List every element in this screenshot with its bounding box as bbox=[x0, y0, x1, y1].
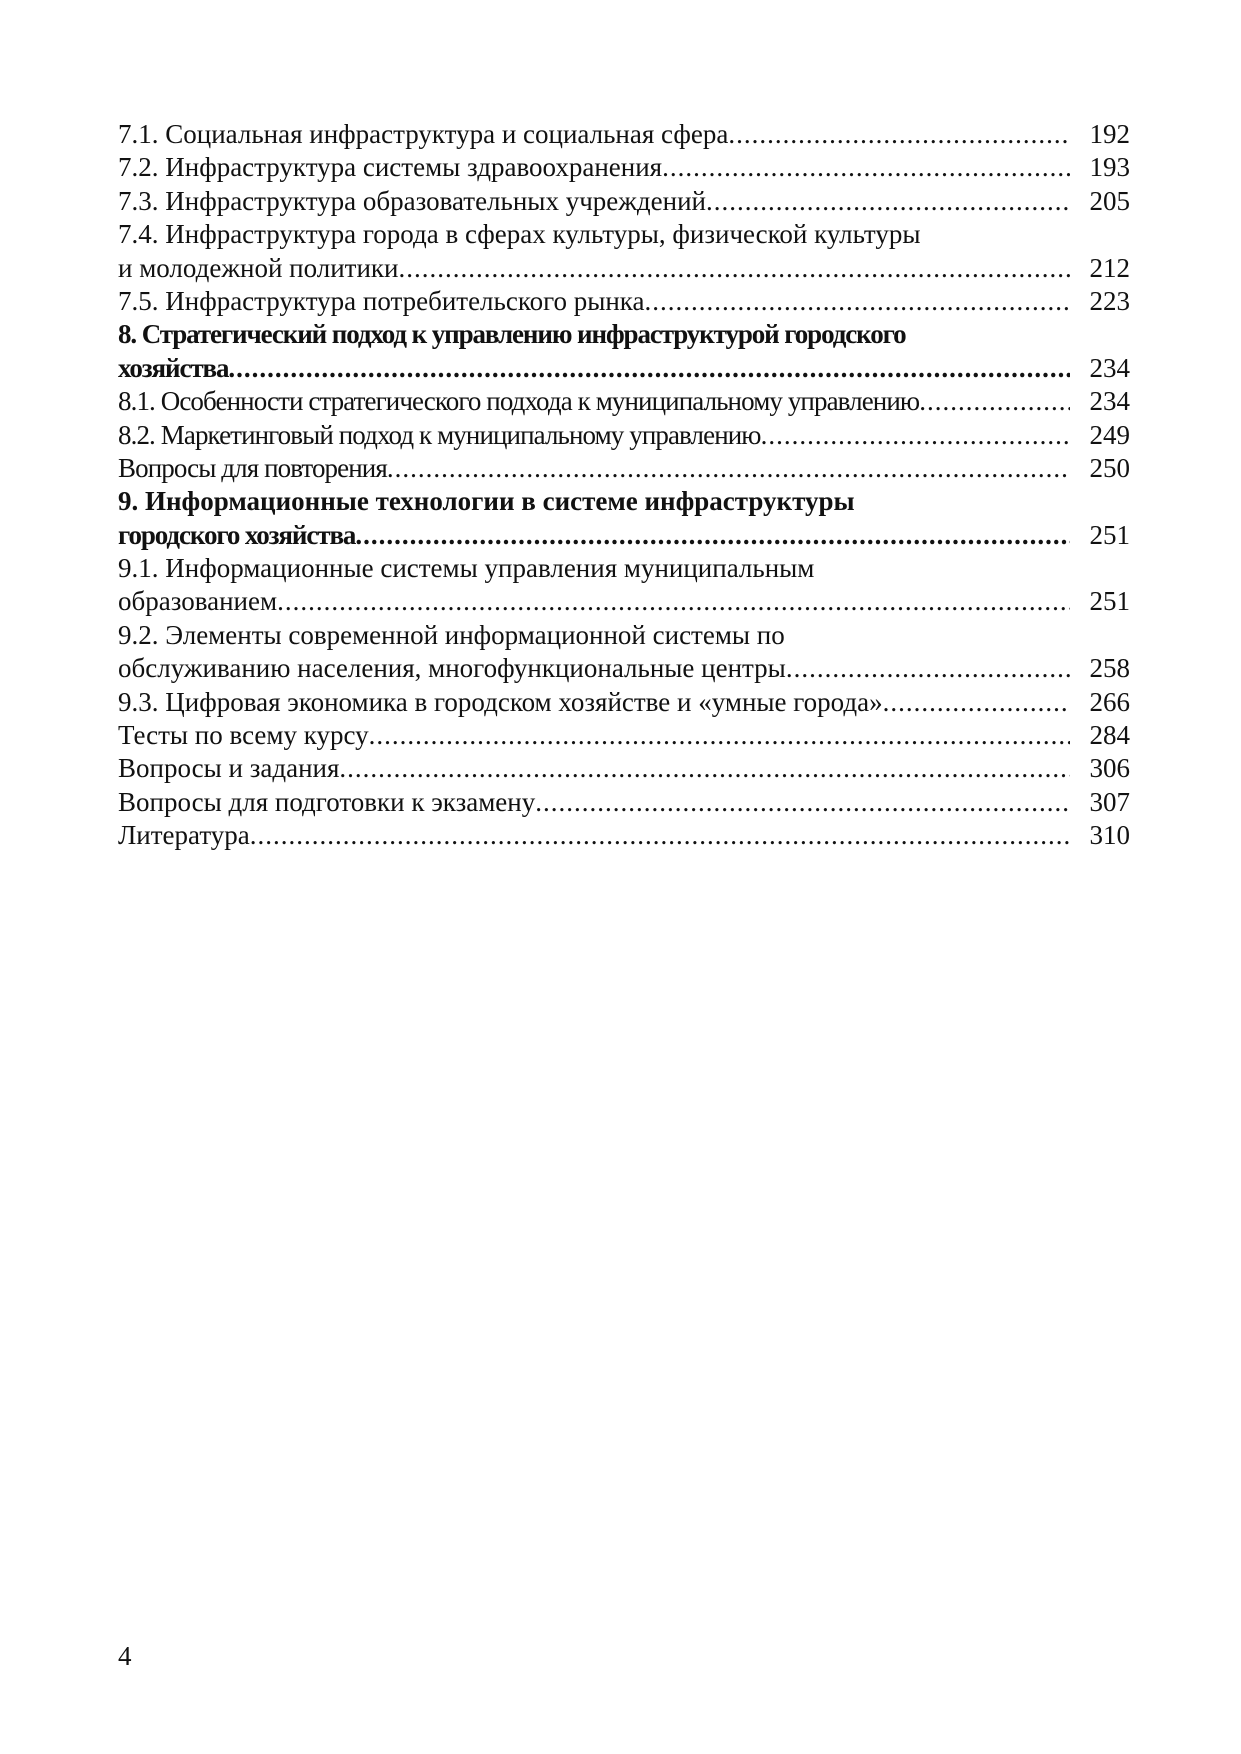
toc-entry-page: 307 bbox=[1089, 786, 1130, 817]
dot-leader bbox=[786, 652, 1070, 685]
toc-entry-title: обслуживанию населения, многофункциональные центры bbox=[118, 653, 786, 684]
toc-entry-title: 7.4. Инфраструктура города в сферах культуры, физической культуры bbox=[118, 219, 921, 250]
toc-entry-7-4-line-1 bbox=[118, 218, 1130, 251]
toc-entry-title: 9.2. Элементы современной информационной системы по bbox=[118, 619, 785, 650]
toc-chapter-9-line-1 bbox=[118, 485, 1130, 518]
toc-entry-7-3 bbox=[118, 185, 1130, 218]
dot-leader bbox=[706, 185, 1070, 218]
toc-entry-course-tests bbox=[118, 719, 1130, 752]
dot-leader bbox=[919, 385, 1070, 418]
toc-entry-title: 7.1. Социальная инфраструктура и социальная сфера bbox=[118, 119, 729, 149]
dot-leader bbox=[662, 151, 1070, 184]
dot-leader bbox=[369, 719, 1070, 752]
toc-entry-literature bbox=[118, 819, 1130, 852]
toc-chapter-9-line-2 bbox=[118, 519, 1130, 552]
toc-entry-page: 284 bbox=[1089, 720, 1130, 751]
toc-entry-exam-questions bbox=[118, 786, 1130, 819]
toc-entry-page: 250 bbox=[1089, 452, 1130, 483]
toc-entry-9-2-line-1 bbox=[118, 619, 1130, 652]
toc-chapter-title: хозяйства bbox=[118, 352, 229, 383]
toc-entry-page: 205 bbox=[1089, 185, 1130, 216]
toc-entry-title: Вопросы для повторения bbox=[118, 452, 387, 483]
toc-entry-7-4-line-2 bbox=[118, 252, 1130, 285]
toc-chapter-title: 9. Информационные технологии в системе инфраструктуры bbox=[118, 486, 855, 517]
toc-entry-title: Тесты по всему курсу bbox=[118, 720, 369, 751]
dot-leader bbox=[398, 252, 1070, 285]
toc-entry-title: 7.5. Инфраструктура потребительского рынка bbox=[118, 285, 645, 316]
dot-leader bbox=[761, 419, 1070, 452]
toc-entry-9-2-line-2 bbox=[118, 652, 1130, 685]
toc-entry-page: 234 bbox=[1089, 386, 1130, 417]
dot-leader bbox=[339, 752, 1070, 785]
dot-leader bbox=[387, 452, 1070, 485]
toc-entry-review-questions bbox=[118, 452, 1130, 485]
page-number: 4 bbox=[118, 1641, 132, 1671]
toc-entry-7-5 bbox=[118, 285, 1130, 318]
toc-entry-9-1-line-1 bbox=[118, 552, 1130, 585]
dot-leader bbox=[645, 285, 1071, 318]
dot-leader bbox=[883, 686, 1070, 719]
dot-leader bbox=[535, 786, 1070, 819]
toc-entry-page: 306 bbox=[1089, 753, 1130, 784]
toc-entry-page: 212 bbox=[1089, 252, 1130, 283]
toc-entry-title: 7.2. Инфраструктура системы здравоохранения bbox=[118, 152, 663, 183]
toc-chapter-title: городского хозяйства bbox=[118, 519, 356, 550]
toc-entry-title: и молодежной политики bbox=[118, 252, 399, 283]
toc-entry-page: 223 bbox=[1089, 285, 1130, 316]
toc-entry-title: 7.3. Инфраструктура образовательных учреждений bbox=[118, 185, 706, 216]
toc-entry-7-1 bbox=[118, 118, 1130, 151]
toc-entry-questions-tasks bbox=[118, 752, 1130, 785]
toc-entry-title: Вопросы и задания bbox=[118, 753, 340, 784]
dot-leader bbox=[355, 519, 1070, 552]
toc-chapter-title: 8. Стратегический подход к управлению инфраструктурой городского bbox=[118, 319, 906, 350]
toc-entry-page: 310 bbox=[1089, 820, 1130, 851]
toc-entry-title: 9.1. Информационные системы управления муниципальным bbox=[118, 553, 815, 584]
dot-leader bbox=[277, 585, 1070, 618]
toc-entry-title: Литература bbox=[118, 820, 250, 851]
toc-entry-8-2 bbox=[118, 419, 1130, 452]
toc-entry-title: 8.2. Маркетинговый подход к муниципальному управлению bbox=[118, 419, 761, 450]
toc-entry-page: 251 bbox=[1089, 586, 1130, 617]
toc-entry-page: 192 bbox=[1089, 119, 1130, 149]
toc-entry-page: 249 bbox=[1089, 419, 1130, 450]
toc-entry-title: 9.3. Цифровая экономика в городском хозяйстве и «умные города» bbox=[118, 686, 883, 717]
toc-entry-9-1-line-2 bbox=[118, 585, 1130, 618]
toc-entry-page: 234 bbox=[1089, 352, 1130, 383]
dot-leader bbox=[728, 118, 1070, 151]
toc-entry-page: 266 bbox=[1089, 686, 1130, 717]
toc-entry-9-3 bbox=[118, 686, 1130, 719]
toc-entry-8-1 bbox=[118, 385, 1130, 418]
toc-entry-page: 258 bbox=[1089, 653, 1130, 684]
toc-chapter-8-line-1 bbox=[118, 318, 1130, 351]
toc-entry-page: 193 bbox=[1089, 152, 1130, 183]
toc-entry-title: 8.1. Особенности стратегического подхода к муниципальному управлению bbox=[118, 386, 920, 417]
toc-entry-title: образованием bbox=[118, 586, 278, 617]
table-of-contents bbox=[118, 118, 1130, 853]
dot-leader bbox=[228, 352, 1070, 385]
toc-chapter-8-line-2 bbox=[118, 352, 1130, 385]
dot-leader bbox=[250, 819, 1070, 852]
toc-entry-title: Вопросы для подготовки к экзамену bbox=[118, 786, 536, 817]
toc-entry-7-2 bbox=[118, 151, 1130, 184]
toc-entry-page: 251 bbox=[1089, 519, 1130, 550]
